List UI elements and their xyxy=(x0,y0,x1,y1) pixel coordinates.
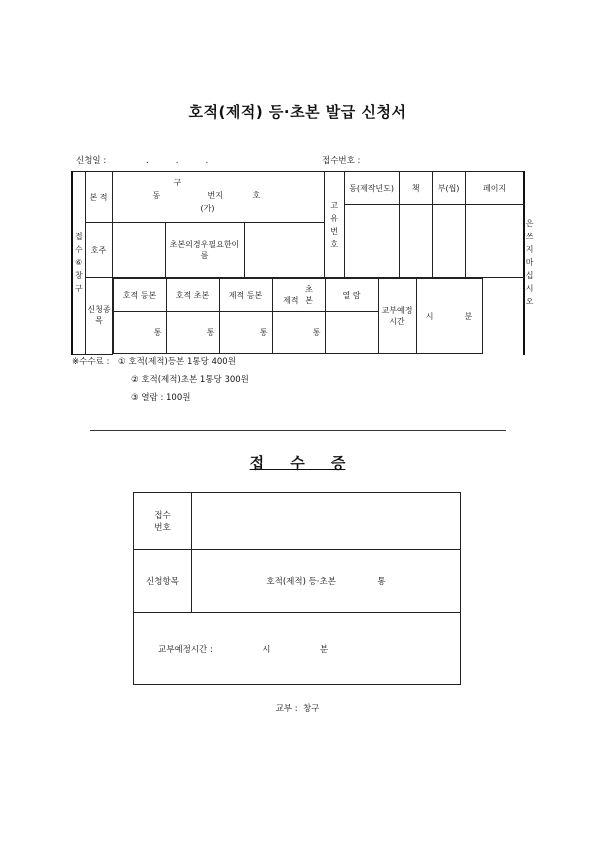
address-ga: (가) xyxy=(200,204,215,213)
delivery-time-input[interactable]: 시 분 xyxy=(416,279,482,354)
delivery-time-label: 교부예정시간 xyxy=(378,279,416,354)
dong-year-input[interactable] xyxy=(344,205,399,278)
receipt-delivery-time[interactable]: 교부예정시간 : 시 분 xyxy=(134,613,461,685)
honjeok-label: 본 적 xyxy=(85,172,112,223)
receipt-apply-items-value[interactable]: 호적(제적) 등·초본 통 xyxy=(192,550,461,613)
form-title: 호적(제적) 등·초본 발급 신청서 xyxy=(188,103,407,121)
item-jejeok-deungbon: 제적 등본 xyxy=(219,279,272,312)
application-form-table: 접수⑥창구 본 적 구 동 번지 호 (가) 고유번호 동(제작년도) 책 부(웝) 페이지 은쓰지마십시오 호주 초본의경우필요한이름 신청종목 호적 등본 호적 초본 제적 등본 제적 초본 열 람 교부예정시간 시 분 통 통 통 통 xyxy=(71,171,525,355)
qty-hojeok-chobon[interactable]: 통 xyxy=(166,312,219,354)
item-hojeok-deungbon: 호적 등본 xyxy=(113,279,166,312)
address-cell[interactable] xyxy=(112,172,324,223)
extract-person-label: 초본의경우필요한이름 xyxy=(165,223,244,278)
address-dong: 동 xyxy=(152,191,161,200)
receipt-apply-items-label: 신청항목 xyxy=(134,550,192,613)
page-input[interactable] xyxy=(465,205,524,278)
item-hojeok-chobon: 호적 초본 xyxy=(166,279,219,312)
reception-window-side-label: 접수⑥창구 xyxy=(72,172,85,355)
address-ho: 호 xyxy=(252,191,261,200)
delivery-footer: 교부 : 창구 xyxy=(275,704,320,714)
item-jejeok-chobon: 제적 초본 xyxy=(272,279,325,312)
fees-section xyxy=(72,357,249,411)
receipt-number-label: 접수번호 xyxy=(134,493,192,550)
fee-line-1: ① 호적(제적)등본 1통당 400원 xyxy=(118,357,236,367)
apply-items-label: 신청종목 xyxy=(85,278,112,355)
qty-yeollam[interactable] xyxy=(325,312,378,354)
fees-label: ※수수료 : xyxy=(72,357,110,367)
receipt-title: 접 수 증 xyxy=(249,454,346,472)
hoju-input[interactable] xyxy=(112,223,165,278)
col-dong-year: 동(제작년도) xyxy=(344,172,399,205)
application-date-label: 신청일 : xyxy=(76,156,107,166)
chaek-input[interactable] xyxy=(399,205,432,278)
bu-input[interactable] xyxy=(432,205,465,278)
fee-line-2: ② 호적(제적)초본 1통당 300원 xyxy=(131,375,249,385)
hoju-label: 호주 xyxy=(85,223,112,278)
fee-line-3: ③ 열람 : 100원 xyxy=(131,393,191,403)
item-yeollam: 열 람 xyxy=(325,279,378,312)
receipt-number-label: 접수번호 : xyxy=(322,156,361,166)
col-chaek: 책 xyxy=(399,172,432,205)
apply-items-grid xyxy=(112,278,478,355)
qty-jejeok-chobon[interactable]: 통 xyxy=(272,312,325,354)
address-gu: 구 xyxy=(173,178,182,187)
col-bu: 부(웝) xyxy=(432,172,465,205)
col-page: 페이지 xyxy=(465,172,524,205)
qty-jejeok-deungbon[interactable]: 통 xyxy=(219,312,272,354)
address-beonji: 번지 xyxy=(207,191,223,200)
application-date-field[interactable]: . . . xyxy=(146,156,209,166)
receipt-table xyxy=(133,492,461,685)
cut-line-divider xyxy=(90,430,506,431)
qty-hojeok-deungbon[interactable]: 통 xyxy=(113,312,166,354)
unique-number-label: 고유번호 xyxy=(324,172,344,278)
receipt-number-value[interactable] xyxy=(192,493,461,550)
